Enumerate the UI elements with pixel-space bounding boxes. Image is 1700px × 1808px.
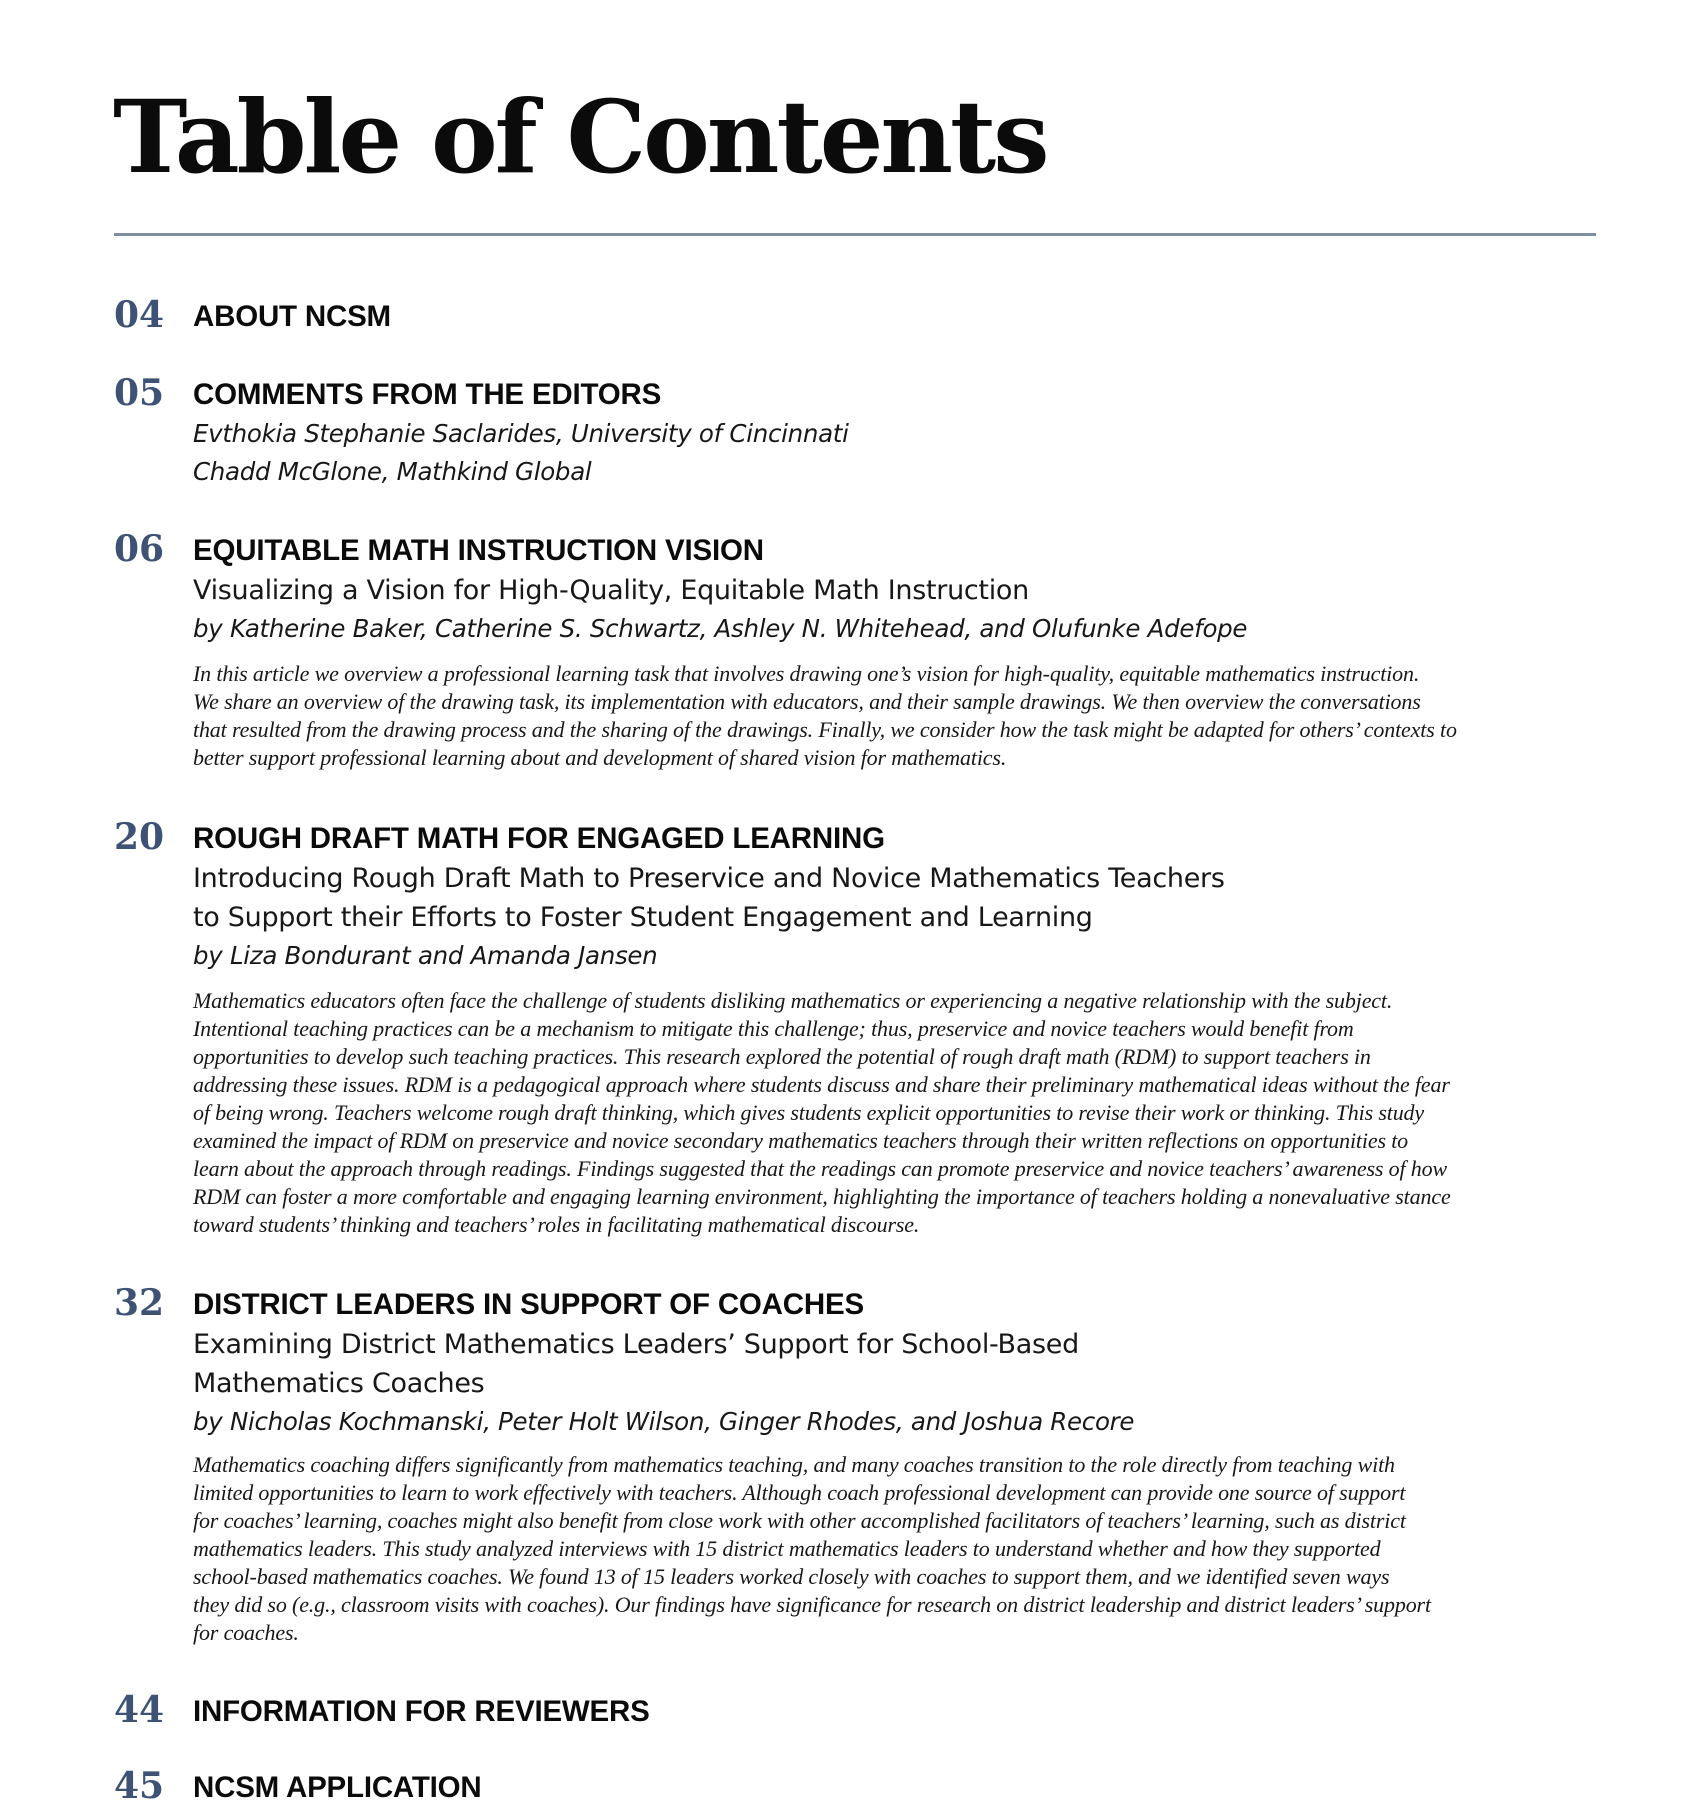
entry-heading[interactable]: DISTRICT LEADERS IN SUPPORT OF COACHES bbox=[193, 1288, 864, 1321]
entry-abstract bbox=[193, 1451, 1613, 1647]
entry-subtitle: Examining District Mathematics Leaders’ Support for School-Based bbox=[193, 1329, 1079, 1360]
entry-page-number: 05 bbox=[114, 372, 165, 414]
entry-page-number: 45 bbox=[114, 1765, 165, 1807]
entry-heading[interactable]: COMMENTS FROM THE EDITORS bbox=[193, 378, 662, 411]
entry-page-number: 44 bbox=[114, 1689, 165, 1731]
abstract-line: examined the impact of RDM on preservice and novice secondary mathematics teachers through their written reflections on opportunities to bbox=[193, 1128, 1409, 1153]
abstract-line: Intentional teaching practices can be a mechanism to mitigate this challenge; thus, preservice and novice teachers would benefit from bbox=[193, 1016, 1354, 1041]
entry-body bbox=[193, 297, 1613, 337]
entry-page-number: 06 bbox=[114, 528, 165, 570]
entry-page-number: 04 bbox=[114, 294, 165, 336]
abstract-line: RDM can foster a more comfortable and engaging learning environment, highlighting the importance of teachers holding a nonevaluative stance bbox=[193, 1184, 1451, 1209]
entry-body bbox=[193, 375, 1613, 491]
entry-abstract bbox=[193, 660, 1613, 772]
entry-subtitle: to Support their Efforts to Foster Student Engagement and Learning bbox=[193, 902, 1093, 933]
abstract-line: Mathematics coaching differs significantly from mathematics teaching, and many coaches transition to the role directly from teaching with bbox=[193, 1452, 1395, 1477]
entry-abstract bbox=[193, 987, 1613, 1239]
entry-page-number: 32 bbox=[114, 1282, 165, 1324]
entry-subtitle: Mathematics Coaches bbox=[193, 1368, 485, 1399]
abstract-line: limited opportunities to learn to work effectively with teachers. Although coach professional development can provide one source of support bbox=[193, 1480, 1406, 1505]
abstract-line: that resulted from the drawing process and the sharing of the drawings. Finally, we consider how the task might be adapted for others’ contexts to bbox=[193, 717, 1457, 742]
entry-heading[interactable]: ROUGH DRAFT MATH FOR ENGAGED LEARNING bbox=[193, 822, 885, 855]
abstract-line: In this article we overview a professional learning task that involves drawing one’s vision for high-quality, equitable mathematics instruction. bbox=[193, 661, 1420, 686]
entry-page-number: 20 bbox=[114, 816, 165, 858]
editor-name: Evthokia Stephanie Saclarides, University of Cincinnati bbox=[193, 419, 849, 448]
entry-body bbox=[193, 1285, 1613, 1647]
entry-body bbox=[193, 1768, 1613, 1808]
abstract-line: learn about the approach through readings. Findings suggested that the readings can promote preservice and novice teachers’ awareness of how bbox=[193, 1156, 1448, 1181]
entry-authors: by Katherine Baker, Catherine S. Schwartz, Ashley N. Whitehead, and Olufunke Adefope bbox=[193, 614, 1248, 643]
editor-name: Chadd McGlone, Mathkind Global bbox=[193, 457, 592, 486]
abstract-line: they did so (e.g., classroom visits with coaches). Our findings have significance for research on district leadership and district leaders’ support bbox=[193, 1592, 1431, 1617]
entry-body bbox=[193, 531, 1613, 772]
abstract-line: opportunities to develop such teaching practices. This research explored the potential of rough draft math (RDM) to support teachers in bbox=[193, 1044, 1371, 1069]
abstract-line: better support professional learning about and development of shared vision for mathematics. bbox=[193, 745, 1007, 770]
entry-heading[interactable]: ABOUT NCSM bbox=[193, 300, 391, 333]
entry-heading[interactable]: INFORMATION FOR REVIEWERS bbox=[193, 1695, 650, 1728]
abstract-line: Mathematics educators often face the challenge of students disliking mathematics or experiencing a negative relationship with the subject. bbox=[193, 988, 1393, 1013]
entry-body bbox=[193, 1692, 1613, 1732]
entry-body bbox=[193, 819, 1613, 1239]
abstract-line: school-based mathematics coaches. We found 13 of 15 leaders worked closely with coaches to support them, and we identified seven ways bbox=[193, 1564, 1390, 1589]
entry-heading[interactable]: EQUITABLE MATH INSTRUCTION VISION bbox=[193, 534, 764, 567]
abstract-line: addressing these issues. RDM is a pedagogical approach where students discuss and share their preliminary mathematical ideas without the fear bbox=[193, 1072, 1450, 1097]
page-title: Table of Contents bbox=[113, 78, 1047, 196]
abstract-line: toward students’ thinking and teachers’ roles in facilitating mathematical discourse. bbox=[193, 1212, 920, 1237]
entry-authors: by Liza Bondurant and Amanda Jansen bbox=[193, 941, 658, 970]
abstract-line: for coaches. bbox=[193, 1620, 299, 1645]
entry-subtitle: Visualizing a Vision for High-Quality, Equitable Math Instruction bbox=[193, 575, 1029, 606]
abstract-line: of being wrong. Teachers welcome rough draft thinking, which gives students explicit opportunities to revise their work or thinking. This study bbox=[193, 1100, 1425, 1125]
entry-subtitle: Introducing Rough Draft Math to Preservice and Novice Mathematics Teachers bbox=[193, 863, 1225, 894]
entry-heading[interactable]: NCSM APPLICATION bbox=[193, 1771, 482, 1804]
entry-authors: by Nicholas Kochmanski, Peter Holt Wilson, Ginger Rhodes, and Joshua Recore bbox=[193, 1407, 1135, 1436]
abstract-line: for coaches’ learning, coaches might also benefit from close work with other accomplished facilitators of teachers’ learning, such as district bbox=[193, 1508, 1406, 1533]
title-divider bbox=[114, 233, 1596, 236]
abstract-line: mathematics leaders. This study analyzed interviews with 15 district mathematics leaders to understand whether and how they supported bbox=[193, 1536, 1381, 1561]
abstract-line: We share an overview of the drawing task, its implementation with educators, and their sample drawings. We then overview the conversations bbox=[193, 689, 1421, 714]
